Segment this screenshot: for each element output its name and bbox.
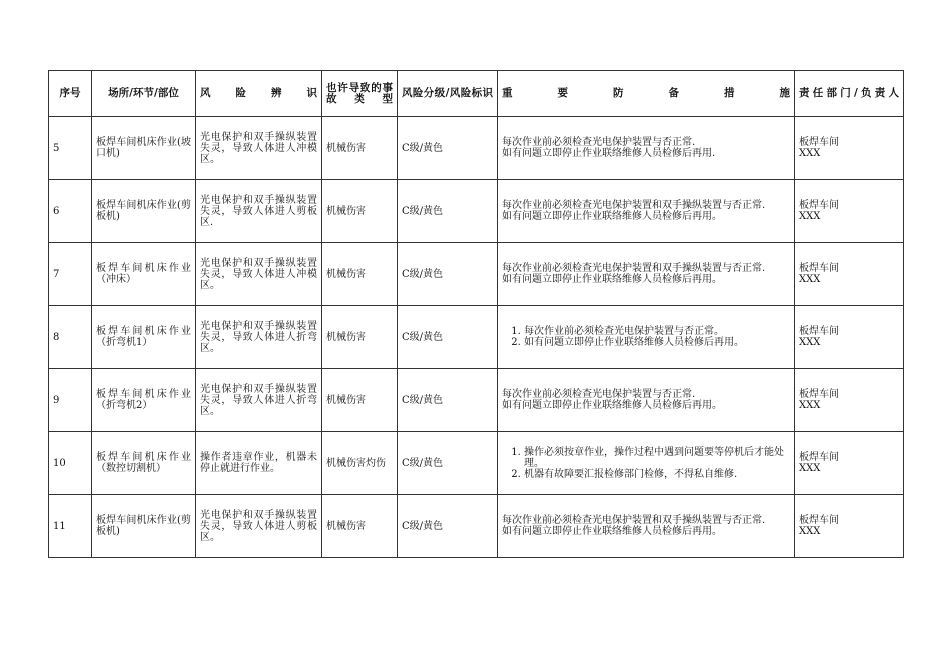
cell-responsible: [795, 495, 904, 558]
measures-list: [502, 447, 790, 480]
cell-measures: [498, 369, 795, 432]
responsible-person: XXX: [799, 463, 821, 474]
cell-seq: 10: [49, 432, 92, 495]
measure-item: 1. 每次作业前必须检查光电保护装置与否正常。: [524, 326, 790, 337]
measure-line: 如有问题立即停止作业联络维修人员检修后再用。: [502, 526, 722, 537]
cell-measures: [498, 495, 795, 558]
cell-accident: 机械伤害: [322, 369, 398, 432]
cell-level: C级/黄色: [398, 306, 498, 369]
cell-seq: 9: [49, 369, 92, 432]
measure-line: 每次作业前必须检查光电保护装置和双手操纵装置与否正常.: [502, 515, 766, 526]
cell-risk: 操作者违章作业，机器未停止就进行作业。: [196, 432, 322, 495]
risk-table: [48, 70, 904, 558]
header-level: 风险分级/风险标识: [398, 71, 498, 117]
measure-item: 2. 机器有故障要汇报检修部门检修，不得私自维修.: [524, 469, 790, 480]
cell-place: 板焊车间机床作业(剪板机): [92, 495, 196, 558]
header-row: [49, 71, 904, 117]
header-accident: 也许导致的事故类型: [322, 71, 398, 117]
cell-place: 板焊车间机床作业（折弯机2）: [92, 369, 196, 432]
measure-line: 如有问题立即停止作业联络维修人员检修后再用。: [502, 274, 722, 285]
header-seq: 序号: [49, 71, 92, 117]
header-risk: 风险辨识: [196, 71, 322, 117]
header-measures: 重要防备措施: [498, 71, 795, 117]
table-row: [49, 369, 904, 432]
header-place: 场所/环节/部位: [92, 71, 196, 117]
cell-risk: 光电保护和双手操纵装置失灵，导致人体进人冲模区。: [196, 243, 322, 306]
cell-level: C级/黄色: [398, 432, 498, 495]
measure-item: 2. 如有问题立即停止作业联络维修人员检修后再用。: [524, 337, 790, 348]
cell-responsible: [795, 306, 904, 369]
cell-place: 板焊车间机床作业(剪板机): [92, 180, 196, 243]
cell-measures: [498, 243, 795, 306]
responsible-person: XXX: [799, 148, 821, 159]
cell-risk: 光电保护和双手操纵装置失灵，导致人体进人折弯区。: [196, 306, 322, 369]
cell-level: C级/黄色: [398, 369, 498, 432]
table-row: [49, 432, 904, 495]
measure-line: 如有问题立即停止作业联络维修人员检修后再用。: [502, 400, 722, 411]
cell-place: 板焊车间机床作业（冲床）: [92, 243, 196, 306]
measure-line: 每次作业前必须检查光电保护装置和双手操纵装置与否正常.: [502, 263, 766, 274]
responsible-person: XXX: [799, 337, 821, 348]
cell-level: C级/黄色: [398, 495, 498, 558]
cell-level: C级/黄色: [398, 243, 498, 306]
cell-measures: [498, 306, 795, 369]
cell-place: 板焊车间机床作业（折弯机1）: [92, 306, 196, 369]
cell-accident: 机械伤害: [322, 306, 398, 369]
responsible-dept: 板焊车间: [799, 389, 839, 400]
header-responsible: 责任部门/负责人: [795, 71, 904, 117]
cell-responsible: [795, 369, 904, 432]
cell-risk: 光电保护和双手操纵装置失灵，导致人体进人剪板区.: [196, 180, 322, 243]
cell-place: 板焊车间机床作业（数控切割机）: [92, 432, 196, 495]
responsible-dept: 板焊车间: [799, 326, 839, 337]
cell-seq: 6: [49, 180, 92, 243]
cell-responsible: [795, 117, 904, 180]
table-row: [49, 243, 904, 306]
table-row: [49, 117, 904, 180]
cell-measures: [498, 180, 795, 243]
measure-line: 如有问题立即停止作业联络维修人员检修后再用.: [502, 148, 716, 159]
measures-list: [502, 326, 790, 348]
cell-place: 板焊车间机床作业(坡口机): [92, 117, 196, 180]
measure-line: 每次作业前必须检查光电保护装置与否正常.: [502, 137, 696, 148]
table-row: [49, 306, 904, 369]
responsible-dept: 板焊车间: [799, 200, 839, 211]
measure-line: 每次作业前必须检查光电保护装置和双手操纵装置与否正常.: [502, 200, 766, 211]
cell-level: C级/黄色: [398, 180, 498, 243]
cell-responsible: [795, 432, 904, 495]
cell-level: C级/黄色: [398, 117, 498, 180]
cell-risk: 光电保护和双手操纵装置失灵，导致人体进人折弯区。: [196, 369, 322, 432]
cell-risk: 光电保护和双手操纵装置失灵，导致人体进人冲模区。: [196, 117, 322, 180]
responsible-person: XXX: [799, 526, 821, 537]
cell-accident: 机械伤害灼伤: [322, 432, 398, 495]
measure-line: 每次作业前必须检查光电保护装置与否正常.: [502, 389, 696, 400]
cell-responsible: [795, 180, 904, 243]
responsible-person: XXX: [799, 400, 821, 411]
measure-line: 如有问题立即停止作业联络维修人员检修后再用。: [502, 211, 722, 222]
cell-seq: 7: [49, 243, 92, 306]
responsible-person: XXX: [799, 274, 821, 285]
responsible-person: XXX: [799, 211, 821, 222]
cell-accident: 机械伤害: [322, 117, 398, 180]
responsible-dept: 板焊车间: [799, 515, 839, 526]
table-row: [49, 495, 904, 558]
responsible-dept: 板焊车间: [799, 263, 839, 274]
responsible-dept: 板焊车间: [799, 452, 839, 463]
cell-measures: [498, 117, 795, 180]
cell-accident: 机械伤害: [322, 243, 398, 306]
cell-accident: 机械伤害: [322, 180, 398, 243]
cell-responsible: [795, 243, 904, 306]
cell-risk: 光电保护和双手操纵装置失灵，导致人体进人剪板区。: [196, 495, 322, 558]
cell-seq: 8: [49, 306, 92, 369]
cell-measures: [498, 432, 795, 495]
cell-seq: 5: [49, 117, 92, 180]
table-row: [49, 180, 904, 243]
cell-seq: 11: [49, 495, 92, 558]
cell-accident: 机械伤害: [322, 495, 398, 558]
measure-item: 1. 操作必须按章作业，操作过程中遇到问题要等停机后才能处理。: [524, 447, 790, 469]
responsible-dept: 板焊车间: [799, 137, 839, 148]
